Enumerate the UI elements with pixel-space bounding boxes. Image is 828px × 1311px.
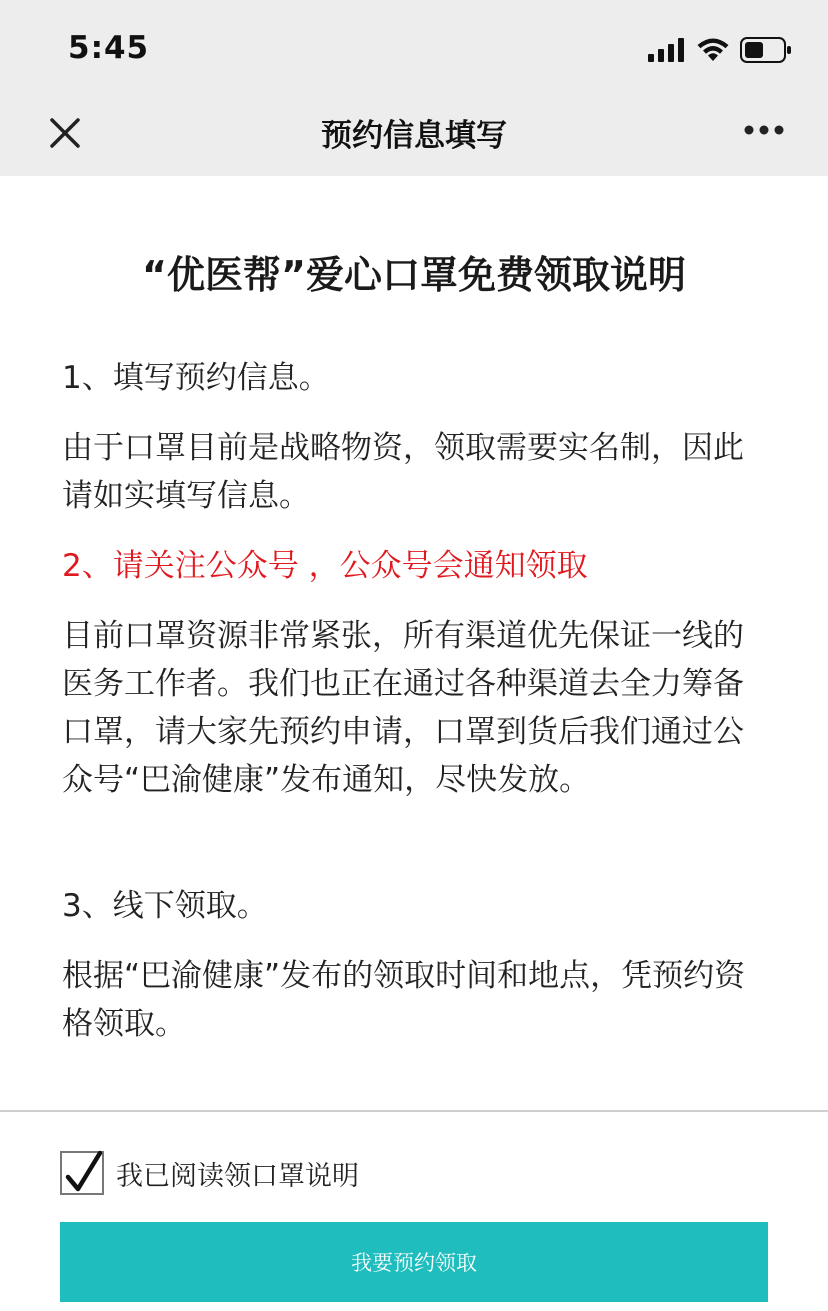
cellular-signal-icon (648, 38, 686, 62)
step3-title: 3、线下领取。 (62, 888, 268, 924)
checkmark-icon (64, 1149, 104, 1195)
reserve-button[interactable]: 我要预约领取 (60, 1222, 768, 1302)
agree-label[interactable]: 我已阅读领口罩说明 (116, 1160, 359, 1192)
divider (0, 1110, 828, 1112)
nav-bar (0, 96, 828, 176)
step3-body: 根据“巴渝健康”发布的领取时间和地点，凭预约资格领取。 (62, 958, 746, 1042)
more-icon[interactable] (744, 124, 784, 136)
step2-title: 2、请关注公众号 ，公众号会通知领取 (62, 548, 588, 584)
wifi-icon (696, 37, 730, 63)
status-icons (648, 36, 792, 64)
step1-title: 1、填写预约信息。 (62, 360, 330, 396)
step1-body: 由于口罩目前是战略物资，领取需要实名制，因此请如实填写信息。 (62, 430, 744, 514)
agree-row[interactable] (60, 1150, 359, 1196)
status-time: 5:45 (68, 30, 150, 66)
battery-icon (740, 37, 792, 63)
step2-body: 目前口罩资源非常紧张，所有渠道优先保证一线的医务工作者。我们也正在通过各种渠道去全力筹备口罩，请大家先预约申请，口罩到货后我们通过公众号“巴渝健康”发布通知，尽快发放。 (62, 618, 744, 798)
page-title: 预约信息填写 (321, 118, 507, 154)
agree-checkbox[interactable] (60, 1151, 104, 1195)
status-bar (0, 0, 828, 96)
article-heading: “优医帮”爱心口罩免费领取说明 (142, 253, 686, 297)
